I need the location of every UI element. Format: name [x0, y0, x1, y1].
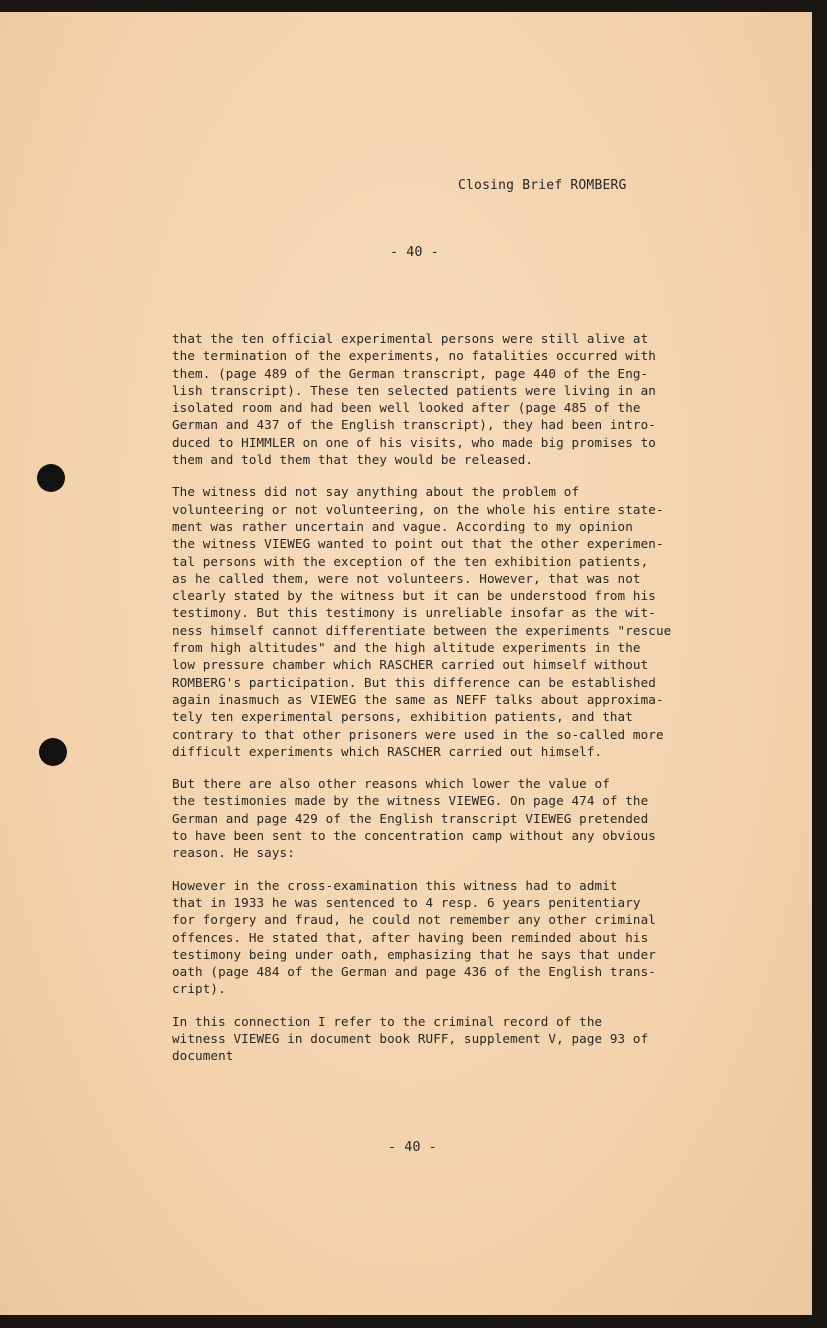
text-line: duced to HIMMLER on one of his visits, who made big promises to — [172, 434, 656, 450]
paragraph — [172, 1013, 720, 1065]
text-line: German and page 429 of the English transcript VIEWEG pretended — [172, 810, 649, 826]
text-line: low pressure chamber which RASCHER carried out himself without — [172, 657, 649, 673]
text-line: testimony being under oath, emphasizing that he says that under — [172, 946, 656, 962]
text-line: reason. He says: — [172, 845, 295, 861]
paragraph — [172, 330, 720, 468]
text-line: The witness did not say anything about the problem of — [172, 484, 580, 500]
text-line: them and told them that they would be released. — [172, 452, 534, 468]
paragraph — [172, 483, 720, 760]
text-line: the termination of the experiments, no fatalities occurred with — [172, 348, 656, 364]
punch-hole — [39, 738, 67, 766]
text-line: for forgery and fraud, he could not remember any other criminal — [172, 912, 656, 928]
text-line: clearly stated by the witness but it can be understood from his — [172, 588, 656, 604]
text-line: lish transcript). These ten selected patients were living in an — [172, 382, 656, 398]
page-number-bottom: - 40 - — [388, 1139, 437, 1155]
text-line: that in 1933 he was sentenced to 4 resp. 6 years penitentiary — [172, 894, 641, 910]
text-line: difficult experiments which RASCHER carried out himself. — [172, 743, 603, 759]
text-line: In this connection I refer to the criminal record of the — [172, 1013, 603, 1029]
header-title: Closing Brief ROMBERG — [458, 178, 627, 193]
text-line: However in the cross-examination this witness had to admit — [172, 877, 618, 893]
text-line: to have been sent to the concentration camp without any obvious — [172, 828, 656, 844]
text-line: them. (page 489 of the German transcript, page 440 of the Eng- — [172, 365, 649, 381]
text-line: cript). — [172, 981, 226, 997]
text-line: document — [172, 1048, 234, 1064]
text-line: ROMBERG's participation. But this difference can be established — [172, 674, 656, 690]
text-line: that the ten official experimental persons were still alive at — [172, 331, 649, 346]
text-line: German and 437 of the English transcript), they had been intro- — [172, 417, 656, 433]
text-line: contrary to that other prisoners were used in the so-called more — [172, 726, 664, 742]
paragraph — [172, 877, 720, 998]
text-line: tal persons with the exception of the ten exhibition patients, — [172, 553, 649, 569]
text-line: ment was rather uncertain and vague. According to my opinion — [172, 518, 633, 534]
text-line: ness himself cannot differentiate between the experiments "rescue — [172, 622, 672, 638]
text-line: isolated room and had been well looked after (page 485 of the — [172, 400, 641, 416]
text-line: testimony. But this testimony is unreliable insofar as the wit- — [172, 605, 656, 621]
text-line: the witness VIEWEG wanted to point out that the other experimen- — [172, 536, 664, 552]
text-line: from high altitudes" and the high altitude experiments in the — [172, 640, 641, 656]
text-line: oath (page 484 of the German and page 436 of the English trans- — [172, 964, 656, 980]
text-line: as he called them, were not volunteers. However, that was not — [172, 570, 641, 586]
page-number-top: - 40 - — [390, 244, 439, 260]
text-line: tely ten experimental persons, exhibition patients, and that — [172, 709, 633, 725]
document-page — [0, 12, 812, 1315]
body-text — [172, 330, 720, 1065]
text-line: witness VIEWEG in document book RUFF, supplement V, page 93 of — [172, 1030, 649, 1046]
text-line: But there are also other reasons which lower the value of — [172, 776, 610, 792]
text-line: the testimonies made by the witness VIEWEG. On page 474 of the — [172, 793, 649, 809]
paragraph — [172, 775, 720, 861]
text-line: volunteering or not volunteering, on the whole his entire state- — [172, 501, 664, 517]
punch-hole — [37, 464, 65, 492]
text-line: again inasmuch as VIEWEG the same as NEFF talks about approxima- — [172, 691, 664, 707]
text-line: offences. He stated that, after having been reminded about his — [172, 929, 649, 945]
